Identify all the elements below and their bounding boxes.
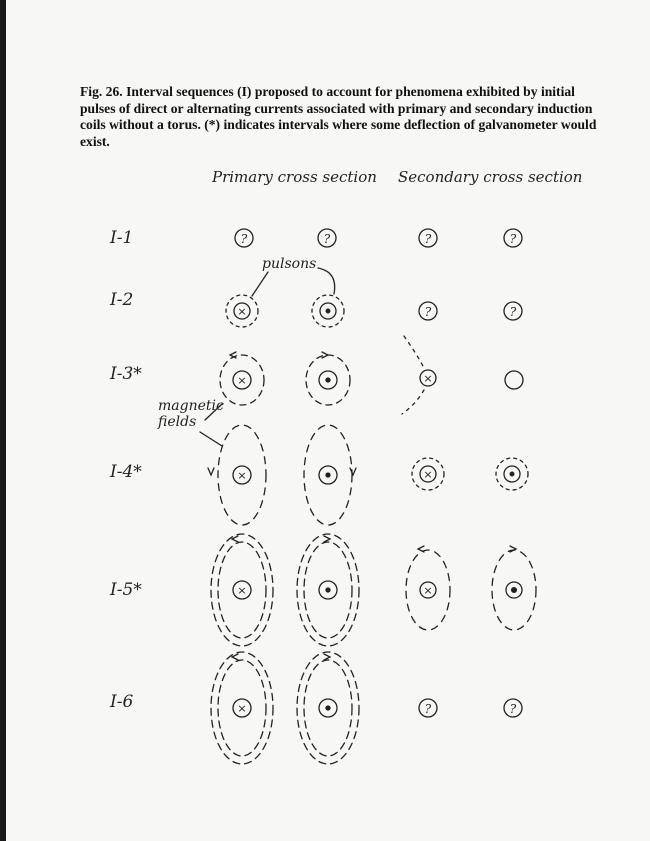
- cell-i3-primary-a: [220, 352, 264, 405]
- cell-i1-secondary-b: [504, 229, 522, 247]
- out-of-page-dot: [326, 473, 330, 477]
- row-label-i5: I-5*: [110, 580, 142, 600]
- into-page-mark: ×: [423, 372, 433, 385]
- row-label-i1: I-1: [110, 228, 134, 248]
- cell-i5-secondary-a: [406, 546, 450, 630]
- cell-i2-secondary-b: [504, 302, 522, 320]
- out-of-page-dot: [326, 588, 330, 592]
- field-arrow: [208, 468, 214, 475]
- cell-i4-secondary-b: [496, 458, 528, 490]
- out-of-page-dot: [326, 706, 330, 710]
- partial-field-arc: [402, 390, 424, 414]
- row-label-i2: I-2: [110, 290, 134, 310]
- field-arrow: [350, 468, 356, 475]
- field-arrow: [322, 352, 328, 358]
- unknown-mark: ?: [424, 232, 432, 246]
- partial-field-arc: [404, 336, 424, 368]
- unknown-mark: ?: [509, 702, 517, 716]
- field-arrow: [324, 536, 330, 542]
- pulsons-label: pulsons: [262, 256, 317, 272]
- cell-i6-secondary-a: [419, 699, 437, 717]
- cell-i3-secondary-b: [505, 371, 523, 389]
- into-page-mark: ×: [237, 305, 247, 318]
- header-primary-cross-section: Primary cross section: [212, 168, 377, 186]
- unknown-mark: ?: [424, 702, 432, 716]
- unknown-mark: ?: [240, 232, 248, 246]
- unknown-mark: ?: [509, 232, 517, 246]
- cell-i6-primary-b: [297, 652, 359, 764]
- cell-i1-primary-b: [318, 229, 336, 247]
- unknown-mark: ?: [509, 305, 517, 319]
- out-of-page-dot: [510, 472, 514, 476]
- cell-i3-secondary-a: [402, 336, 436, 414]
- cell-i6-primary-a: [211, 652, 273, 764]
- row-label-i3: I-3*: [110, 364, 142, 384]
- row-label-i6: I-6: [110, 692, 134, 712]
- field-arrow: [418, 546, 424, 552]
- into-page-mark: ×: [423, 468, 433, 481]
- into-page-mark: ×: [423, 584, 433, 597]
- cell-i4-primary-a: [208, 425, 266, 525]
- pulsons-pointer-left: [252, 272, 268, 296]
- magnetic-fields-pointer-upper: [205, 404, 222, 420]
- cell-i4-secondary-a: [412, 458, 444, 490]
- magnetic-fields-label-line1: magnetic: [158, 398, 224, 414]
- cell-i1-secondary-a: [419, 229, 437, 247]
- cell-i4-primary-b: [304, 425, 356, 525]
- out-of-page-dot: [512, 588, 517, 593]
- into-page-mark: ×: [237, 584, 247, 597]
- cell-i6-secondary-b: [504, 699, 522, 717]
- out-of-page-dot: [326, 309, 330, 313]
- field-arrow: [324, 654, 330, 660]
- field-arrow: [230, 352, 236, 358]
- pulsons-pointer-right: [318, 268, 335, 294]
- magnetic-fields-pointer-lower: [200, 432, 222, 446]
- row-label-i4: I-4*: [110, 462, 142, 482]
- cell-i5-secondary-b: [492, 546, 536, 630]
- empty-conductor-circle: [505, 371, 523, 389]
- out-of-page-dot: [326, 378, 330, 382]
- into-page-mark: ×: [237, 469, 247, 482]
- unknown-mark: ?: [323, 232, 331, 246]
- cell-i2-primary-b: [312, 295, 344, 327]
- magnetic-fields-label-line2: fields: [158, 414, 197, 430]
- cell-i5-primary-a: [211, 534, 273, 646]
- into-page-mark: ×: [237, 374, 247, 387]
- cell-i3-primary-b: [306, 352, 350, 405]
- cell-i2-secondary-a: [419, 302, 437, 320]
- field-arrow: [510, 546, 516, 552]
- cell-i1-primary-a: [235, 229, 253, 247]
- header-secondary-cross-section: Secondary cross section: [398, 168, 583, 186]
- unknown-mark: ?: [424, 305, 432, 319]
- into-page-mark: ×: [237, 702, 247, 715]
- cell-i5-primary-b: [297, 534, 359, 646]
- figure-caption: Fig. 26. Interval sequences (I) proposed to account for phenomena exhibited by initial pulses of direct or alternating currents associated with primary and secondary induction coils without a torus. (*) indicates intervals where some deflection of galvanometer would exist.: [80, 84, 597, 149]
- cell-i2-primary-a: [226, 295, 258, 327]
